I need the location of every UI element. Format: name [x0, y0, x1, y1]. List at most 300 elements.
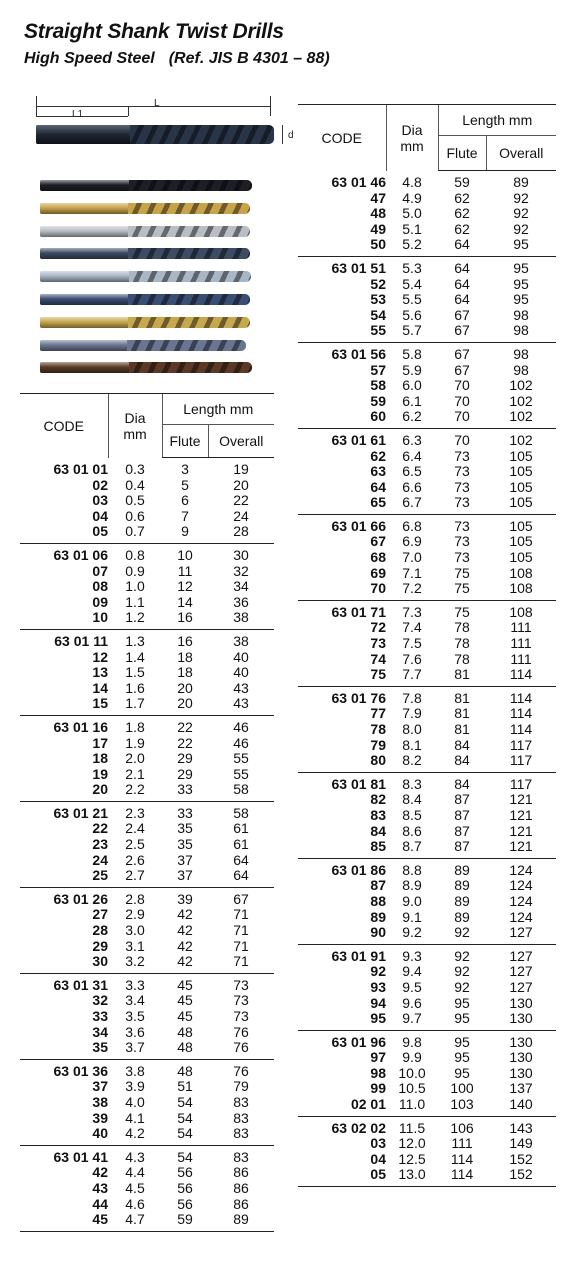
header-length: Length mm	[438, 105, 556, 136]
code-cell: 65	[298, 495, 386, 514]
overall-cell: 76	[208, 1040, 274, 1059]
overall-cell: 71	[208, 954, 274, 973]
code-cell: 80	[298, 753, 386, 772]
dia-cell: 9.1	[402, 908, 422, 925]
row-group	[20, 629, 274, 715]
code-cell: 79	[370, 736, 386, 753]
overall-cell: 137	[509, 1080, 533, 1097]
flute-cell: 87	[454, 822, 470, 839]
dia-cell: 4.8	[402, 173, 422, 190]
flute-cell: 35	[177, 820, 193, 837]
dia-cell: 3.0	[125, 922, 145, 939]
table-row	[20, 629, 274, 649]
table-row	[298, 839, 556, 858]
flute-cell: 87	[454, 806, 470, 823]
dim-label-l1: L1	[72, 109, 84, 120]
table-row	[20, 1025, 274, 1041]
table-row	[20, 923, 274, 939]
overall-cell: 79	[233, 1078, 249, 1095]
dia-cell: 0.3	[125, 460, 145, 477]
code-cell: 94	[370, 994, 386, 1011]
code-cell: 18	[92, 750, 108, 767]
code-cell: 03	[92, 492, 108, 509]
material-label: High Speed Steel	[24, 50, 155, 67]
table-row	[298, 944, 556, 964]
table-row	[298, 378, 556, 394]
dia-cell: 4.5	[125, 1179, 145, 1196]
flute-cell: 10	[177, 546, 193, 563]
code-cell: 29	[92, 937, 108, 954]
code-cell: 63 01 81	[331, 775, 386, 792]
dia-cell: 2.4	[125, 820, 145, 837]
code-cell: 85	[298, 839, 386, 858]
overall-cell: 111	[510, 619, 532, 636]
table-row	[20, 1212, 274, 1231]
flute-cell: 51	[177, 1078, 193, 1095]
table-row	[20, 478, 274, 494]
overall-cell: 102	[486, 409, 556, 428]
overall-cell: 108	[509, 564, 533, 581]
table-row	[298, 464, 556, 480]
table-row	[20, 493, 274, 509]
overall-cell: 30	[233, 546, 249, 563]
flute-cell: 59	[162, 1212, 208, 1231]
code-cell: 63 01 26	[53, 890, 108, 907]
overall-cell: 20	[233, 476, 249, 493]
flute-cell: 95	[454, 1049, 470, 1066]
overall-cell: 121	[509, 822, 533, 839]
code-cell: 63 01 61	[331, 431, 386, 448]
table-row	[298, 237, 556, 256]
overall-cell: 105	[509, 533, 533, 550]
table-row	[20, 595, 274, 611]
code-cell: 74	[370, 650, 386, 667]
dia-cell: 11.0	[386, 1097, 438, 1116]
flute-cell: 106	[450, 1119, 474, 1136]
overall-cell: 36	[233, 593, 249, 610]
table-row	[20, 853, 274, 869]
flute-cell: 62	[454, 205, 470, 222]
left-table	[20, 393, 274, 1232]
overall-cell: 64	[208, 868, 274, 887]
table-row	[20, 665, 274, 681]
code-cell: 58	[370, 377, 386, 394]
dia-cell: 0.4	[125, 476, 145, 493]
overall-cell: 89	[208, 1212, 274, 1231]
dia-cell: 5.2	[386, 237, 438, 256]
table-row	[298, 1167, 556, 1186]
flute-cell: 70	[438, 409, 486, 428]
flute-cell: 73	[454, 478, 470, 495]
overall-cell: 105	[509, 447, 533, 464]
flute-cell: 89	[454, 877, 470, 894]
code-cell: 60	[298, 409, 386, 428]
table-row	[298, 910, 556, 926]
dia-cell: 3.6	[125, 1023, 145, 1040]
table-row	[298, 480, 556, 496]
code-cell: 39	[92, 1109, 108, 1126]
flute-cell: 37	[162, 868, 208, 887]
code-cell: 55	[298, 323, 386, 342]
dia-cell: 2.6	[125, 851, 145, 868]
code-cell: 30	[20, 954, 108, 973]
row-group	[20, 1059, 274, 1145]
right-table	[298, 104, 556, 1187]
flute-cell: 64	[454, 291, 470, 308]
code-cell: 32	[92, 992, 108, 1009]
overall-cell: 61	[233, 836, 249, 853]
code-cell: 12	[92, 648, 108, 665]
table-row	[298, 620, 556, 636]
drill-bit-variant	[40, 180, 252, 191]
flute-cell: 35	[177, 836, 193, 853]
dia-cell: 10.0	[398, 1064, 426, 1081]
dia-cell: 3.9	[125, 1078, 145, 1095]
code-cell: 95	[298, 1011, 386, 1030]
overall-cell: 61	[233, 820, 249, 837]
table-row	[298, 342, 556, 362]
overall-cell: 76	[233, 1062, 249, 1079]
table-row	[298, 772, 556, 792]
table-row	[298, 753, 556, 772]
drill-bit-variant	[40, 203, 250, 214]
overall-cell: 130	[509, 1049, 533, 1066]
dia-cell: 4.6	[125, 1195, 145, 1212]
code-cell: 63 02 02	[331, 1119, 386, 1136]
table-row	[20, 564, 274, 580]
code-cell: 93	[370, 978, 386, 995]
dia-cell: 8.7	[386, 839, 438, 858]
table-row	[298, 878, 556, 894]
dia-cell: 0.8	[125, 546, 145, 563]
overall-cell: 86	[233, 1164, 249, 1181]
dia-cell: 2.9	[125, 906, 145, 923]
header-flute: Flute	[438, 136, 486, 171]
overall-cell: 83	[233, 1109, 249, 1126]
flute-cell: 92	[454, 963, 470, 980]
table-row	[20, 543, 274, 563]
code-cell: 70	[298, 581, 386, 600]
code-cell: 45	[20, 1212, 108, 1231]
header-length: Length mm	[162, 394, 274, 425]
code-cell: 02 01	[298, 1097, 386, 1116]
code-cell: 99	[370, 1080, 386, 1097]
dia-cell: 13.0	[386, 1167, 438, 1186]
flute-cell: 84	[454, 736, 470, 753]
code-cell: 63 01 76	[331, 689, 386, 706]
table-row	[20, 907, 274, 923]
dia-cell: 9.5	[402, 978, 422, 995]
dia-cell: 6.8	[402, 517, 422, 534]
dia-cell: 7.2	[386, 581, 438, 600]
header-code: CODE	[298, 105, 386, 171]
code-cell: 10	[20, 610, 108, 629]
dim-line-l	[36, 106, 270, 107]
dia-cell: 5.9	[402, 361, 422, 378]
overall-cell: 98	[486, 323, 556, 342]
table-row	[298, 980, 556, 996]
flute-cell: 48	[177, 1023, 193, 1040]
dia-cell: 7.4	[402, 619, 422, 636]
table-row	[298, 824, 556, 840]
table-row	[298, 428, 556, 448]
dia-cell: 4.7	[108, 1212, 162, 1231]
flute-cell: 95	[454, 994, 470, 1011]
table-row	[298, 495, 556, 514]
overall-cell: 114	[509, 705, 533, 722]
overall-cell: 92	[513, 220, 529, 237]
code-cell: 08	[92, 578, 108, 595]
flute-cell: 114	[438, 1167, 486, 1186]
code-cell: 87	[370, 877, 386, 894]
table-row	[298, 808, 556, 824]
dia-cell: 1.4	[125, 648, 145, 665]
table-row	[20, 696, 274, 715]
flute-cell: 42	[177, 922, 193, 939]
code-cell: 63 01 01	[53, 460, 108, 477]
flute-cell: 75	[454, 564, 470, 581]
table-row	[20, 1095, 274, 1111]
dia-cell: 6.3	[402, 431, 422, 448]
table-row	[20, 736, 274, 752]
table-row	[298, 550, 556, 566]
dia-cell: 1.9	[125, 734, 145, 751]
drill-bit-variant	[40, 271, 251, 282]
dia-cell: 8.9	[402, 877, 422, 894]
flute-cell: 81	[454, 705, 470, 722]
overall-cell: 114	[509, 721, 533, 737]
table-row	[298, 894, 556, 910]
overall-cell: 121	[509, 791, 533, 808]
table-row	[20, 868, 274, 887]
overall-cell: 114	[509, 689, 533, 706]
code-cell: 72	[370, 619, 386, 636]
table-row	[20, 1165, 274, 1181]
flute-cell: 14	[177, 593, 193, 610]
dia-cell: 2.8	[125, 890, 145, 907]
dia-cell: 7.5	[402, 635, 422, 652]
flute-cell: 39	[177, 890, 193, 907]
flute-cell: 56	[177, 1164, 193, 1181]
table-row	[20, 1197, 274, 1213]
table-row	[20, 1111, 274, 1127]
dia-cell: 2.0	[125, 750, 145, 767]
table-row	[20, 973, 274, 993]
overall-cell: 127	[509, 978, 533, 995]
overall-cell: 105	[486, 495, 556, 514]
code-cell: 63 01 71	[331, 603, 386, 620]
table-row	[298, 792, 556, 808]
table-row	[298, 534, 556, 550]
dia-cell: 9.0	[402, 892, 422, 909]
flute-cell: 92	[438, 925, 486, 944]
dia-cell: 8.6	[402, 822, 422, 839]
flute-cell: 81	[454, 721, 470, 737]
code-cell: 53	[370, 291, 386, 308]
flute-cell: 9	[162, 524, 208, 543]
dia-cell: 8.0	[402, 721, 422, 737]
overall-cell: 92	[513, 205, 529, 222]
row-group	[298, 772, 556, 858]
drill-bit-variant	[40, 362, 252, 373]
flute-cell: 89	[454, 861, 470, 878]
table-row	[20, 767, 274, 783]
table-row	[298, 652, 556, 668]
code-cell: 20	[20, 782, 108, 801]
header-code: CODE	[20, 394, 108, 458]
dia-cell: 9.9	[402, 1049, 422, 1066]
reference-standard: (Ref. JIS B 4301 – 88)	[168, 50, 330, 67]
dia-cell: 9.8	[402, 1033, 422, 1050]
table-row	[298, 206, 556, 222]
code-cell: 63 01 21	[53, 804, 108, 821]
flute-cell: 42	[177, 937, 193, 954]
drill-bit-variant	[40, 317, 250, 328]
dim-tick-l1	[128, 106, 129, 116]
code-cell: 04	[92, 507, 108, 524]
dia-cell: 5.7	[386, 323, 438, 342]
row-group	[298, 1030, 556, 1116]
code-cell: 33	[92, 1008, 108, 1024]
flute-cell: 11	[177, 562, 193, 579]
overall-cell: 71	[233, 906, 249, 923]
code-cell: 24	[92, 851, 108, 868]
dia-cell: 7.3	[402, 603, 422, 620]
table-row	[20, 610, 274, 629]
row-group	[298, 686, 556, 772]
overall-cell: 127	[486, 925, 556, 944]
code-cell: 84	[370, 822, 386, 839]
flute-cell: 5	[181, 476, 189, 493]
flute-cell: 70	[454, 392, 470, 409]
dia-cell: 8.4	[402, 791, 422, 808]
table-row	[298, 600, 556, 620]
dia-cell: 10.5	[398, 1080, 426, 1097]
flute-cell: 45	[177, 992, 193, 1009]
table-row	[20, 1145, 274, 1165]
dia-cell: 5.3	[402, 259, 422, 276]
overall-cell: 152	[509, 1150, 533, 1167]
code-cell: 05	[298, 1167, 386, 1186]
table-row	[20, 1040, 274, 1059]
row-group	[20, 543, 274, 629]
flute-cell: 16	[177, 632, 193, 649]
header-dia-unit: mm	[123, 425, 147, 442]
drill-bit-variant	[40, 294, 250, 305]
code-cell: 22	[92, 820, 108, 837]
code-cell: 42	[92, 1164, 108, 1181]
dia-cell: 4.9	[402, 189, 422, 206]
flute-cell: 111	[451, 1135, 473, 1152]
overall-cell: 28	[208, 524, 274, 543]
overall-cell: 40	[233, 664, 249, 681]
flute-cell: 89	[454, 892, 470, 909]
row-group	[298, 256, 556, 342]
overall-cell: 58	[208, 782, 274, 801]
overall-cell: 105	[509, 517, 533, 534]
dia-cell: 6.0	[402, 377, 422, 394]
overall-cell: 127	[509, 947, 533, 964]
row-group	[298, 171, 556, 257]
dim-label-l: L	[154, 98, 160, 109]
dia-cell: 5.0	[402, 205, 422, 222]
page-subtitle	[24, 50, 330, 68]
overall-cell: 111	[510, 635, 532, 652]
code-cell: 34	[92, 1023, 108, 1040]
flute-cell: 54	[177, 1093, 193, 1110]
flute-cell: 87	[454, 791, 470, 808]
flute-cell: 20	[177, 679, 193, 696]
overall-cell: 40	[233, 648, 249, 665]
dia-cell: 3.3	[125, 976, 145, 993]
table-row	[20, 887, 274, 907]
flute-cell: 22	[177, 734, 193, 751]
dia-cell: 3.5	[125, 1008, 145, 1024]
flute-cell: 62	[454, 189, 470, 206]
table-row	[298, 1081, 556, 1097]
table-row	[298, 581, 556, 600]
overall-cell: 95	[513, 259, 529, 276]
overall-cell: 24	[233, 507, 249, 524]
table-row	[20, 939, 274, 955]
overall-cell: 86	[233, 1179, 249, 1196]
code-cell: 63 01 66	[331, 517, 386, 534]
flute-cell: 33	[162, 782, 208, 801]
table-row	[298, 256, 556, 276]
dia-cell: 1.3	[125, 632, 145, 649]
flute-cell: 59	[454, 174, 470, 190]
code-cell: 63 01 86	[331, 861, 386, 878]
table-row	[298, 1152, 556, 1168]
table-row	[298, 1050, 556, 1066]
dia-cell: 0.6	[125, 507, 145, 524]
code-cell: 63 01 11	[54, 632, 108, 649]
table-row	[20, 1079, 274, 1095]
flute-cell: 54	[177, 1148, 193, 1165]
overall-cell: 117	[486, 753, 556, 772]
dia-cell: 9.6	[402, 994, 422, 1011]
table-row	[298, 191, 556, 207]
table-row	[298, 277, 556, 293]
flute-cell: 73	[454, 549, 470, 566]
drill-figure	[36, 92, 300, 382]
code-cell: 04	[370, 1150, 386, 1167]
overall-cell: 46	[233, 734, 249, 751]
drill-bit-variant	[40, 340, 246, 351]
dia-cell: 6.5	[402, 463, 422, 480]
code-cell: 83	[370, 806, 386, 823]
dia-cell: 9.3	[402, 947, 422, 964]
overall-cell: 95	[513, 275, 529, 292]
overall-cell: 130	[509, 994, 533, 1011]
row-group	[298, 1116, 556, 1186]
dia-cell: 6.7	[386, 495, 438, 514]
table-row	[298, 171, 556, 191]
row-group	[298, 600, 556, 686]
dia-cell: 4.4	[125, 1164, 145, 1181]
code-cell: 73	[370, 635, 386, 652]
flute-cell: 64	[454, 259, 470, 276]
flute-cell: 84	[438, 753, 486, 772]
overall-cell: 124	[509, 877, 533, 894]
dia-cell: 5.8	[402, 345, 422, 362]
flute-cell: 22	[177, 718, 193, 735]
code-cell: 02	[92, 476, 108, 493]
table-row	[298, 292, 556, 308]
flute-cell: 37	[177, 851, 193, 868]
code-cell: 63	[370, 463, 386, 480]
header-dia-label: Dia	[124, 409, 146, 426]
